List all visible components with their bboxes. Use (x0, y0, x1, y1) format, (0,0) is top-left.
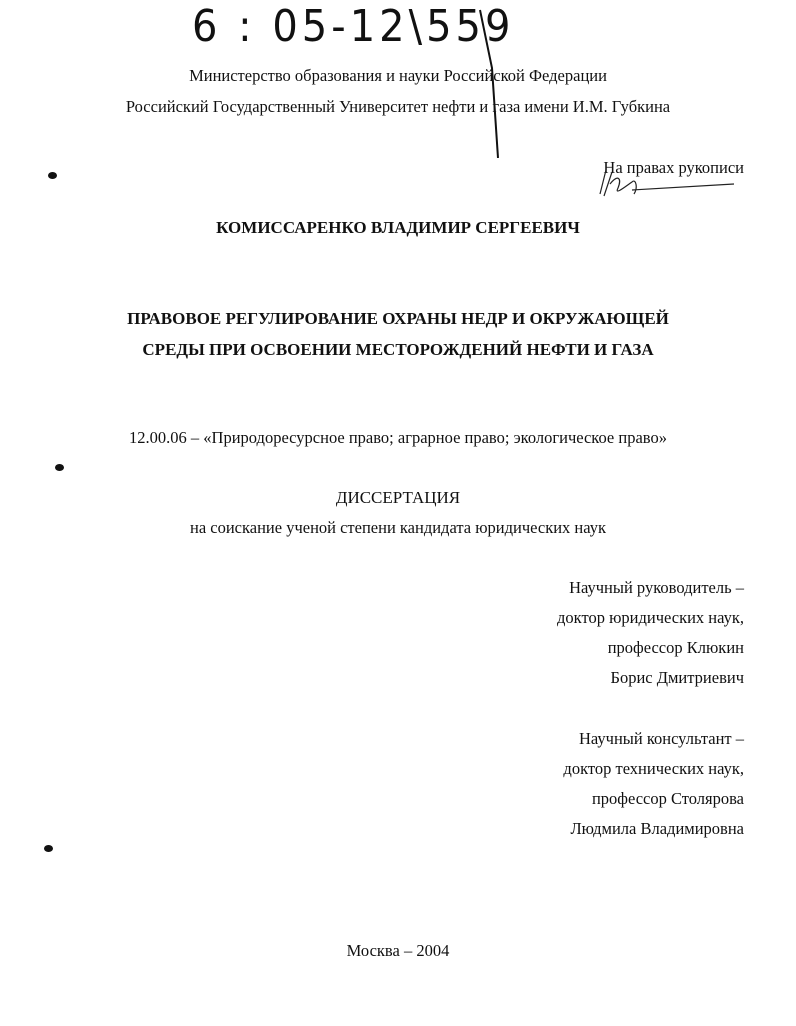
scan-dot (55, 464, 64, 471)
university-line: Российский Государственный Университет нефти и газа имени И.М. Губкина (125, 97, 671, 116)
supervisor-role: Научный руководитель – (569, 578, 744, 597)
supervisor-name: профессор Клюкин (607, 638, 744, 657)
consultant-name: профессор Столярова (591, 789, 744, 808)
supervisor-degree: доктор юридических наук, (557, 608, 744, 627)
supervisor-patronymic: Борис Дмитриевич (610, 668, 744, 687)
consultant-role: Научный консультант – (579, 729, 744, 748)
scan-dot (48, 172, 57, 179)
dissertation-title-line-1: ПРАВОВОЕ РЕГУЛИРОВАНИЕ ОХРАНЫ НЕДР И ОКРУЖАЮЩЕЙ (127, 309, 669, 328)
ministry-line: Министерство образования и науки Российской Федерации (189, 66, 607, 85)
scan-dot (44, 845, 53, 852)
consultant-patronymic: Людмила Владимировна (570, 819, 744, 838)
city-year: Москва – 2004 (346, 941, 450, 960)
handwritten-archive-number: 6 : 05-12\559 (192, 2, 515, 52)
dissertation-title-line-2: СРЕДЫ ПРИ ОСВОЕНИИ МЕСТОРОЖДЕНИЙ НЕФТИ И ГАЗА (142, 340, 654, 359)
signature (592, 164, 742, 204)
work-type: ДИССЕРТАЦИЯ (335, 488, 461, 507)
author-name: КОМИССАРЕНКО ВЛАДИМИР СЕРГЕЕВИЧ (216, 218, 580, 237)
consultant-degree: доктор технических наук, (563, 759, 744, 778)
degree-sought: на соискание ученой степени кандидата юридических наук (190, 518, 606, 537)
rights-notice: На правах рукописи (603, 158, 744, 177)
specialty-code: 12.00.06 – «Природоресурсное право; аграрное право; экологическое право» (129, 428, 667, 447)
